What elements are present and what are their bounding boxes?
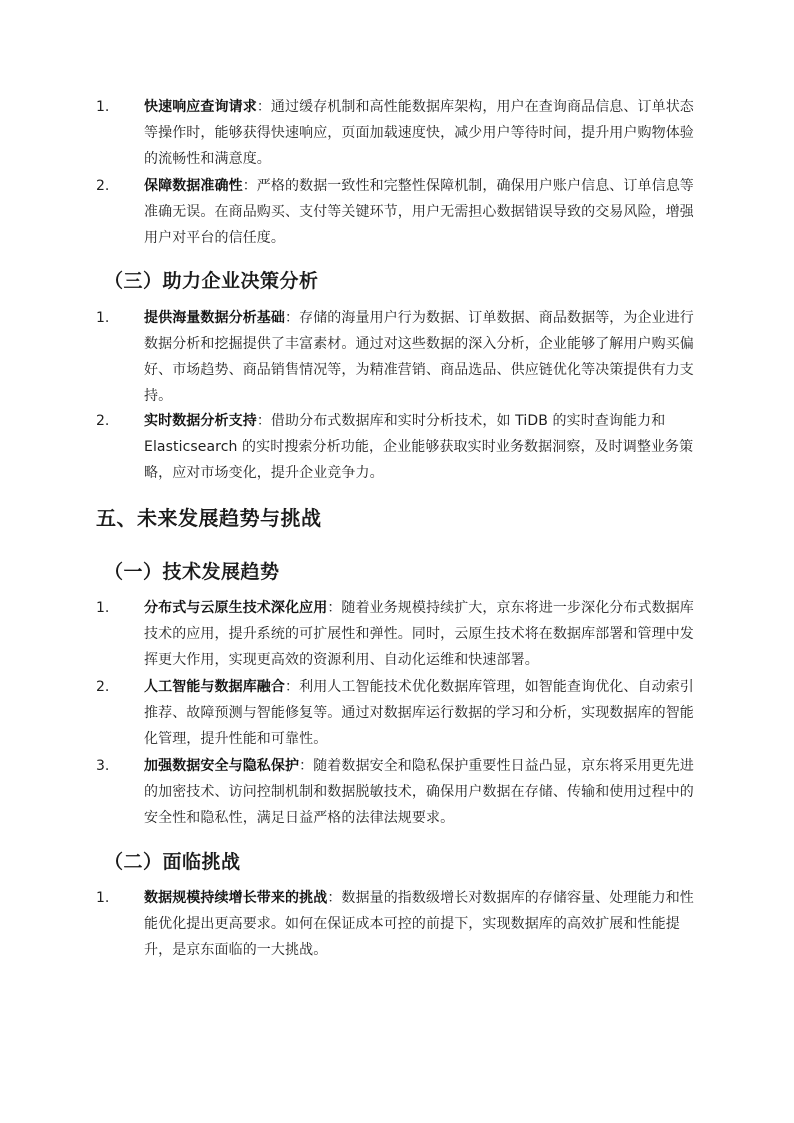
section-heading: （三）助力企业决策分析 <box>104 270 319 292</box>
list-item-body <box>144 674 704 752</box>
list-item-text: ：存储的海量用户行为数据、订单数据、商品数据等，为企业进行数据分析和挖掘提供了丰富素材。通过对这些数据的深入分析，企业能够了解用户购买偏好、市场趋势、商品销售情况等，为精准营销、商品选品、供应链优化等决策提供有力支持。 <box>144 310 694 404</box>
list-item-title: 分布式与云原生技术深化应用 <box>144 600 328 616</box>
list-item-text: ：随着业务规模持续扩大，京东将进一步深化分布式数据库技术的应用，提升系统的可扩展性和弹性。同时，云原生技术将在数据库部署和管理中发挥更大作用，实现更高效的资源利用、自动化运维和快速部署。 <box>144 600 694 668</box>
list-number: 2. <box>96 178 110 194</box>
list-item-title: 实时数据分析支持 <box>144 413 257 429</box>
list-item-text: ：随着数据安全和隐私保护重要性日益凸显，京东将采用更先进的加密技术、访问控制机制和数据脱敏技术，确保用户数据在存储、传输和使用过程中的安全性和隐私性，满足日益严格的法律法规要求。 <box>144 758 694 826</box>
list-item-text: ：数据量的指数级增长对数据库的存储容量、处理能力和性能优化提出更高要求。如何在保证成本可控的前提下，实现数据库的高效扩展和性能提升，是京东面临的一大挑战。 <box>144 890 694 958</box>
list-item-title: 加强数据安全与隐私保护 <box>144 758 300 774</box>
list-number: 1. <box>96 310 110 326</box>
section-heading: （二）面临挑战 <box>104 851 241 873</box>
list-item-title: 快速响应查询请求 <box>144 99 257 115</box>
list-item-body <box>144 885 704 963</box>
list-item-title: 保障数据准确性 <box>144 178 243 194</box>
list-item-title: 提供海量数据分析基础 <box>144 310 285 326</box>
list-item-text: ：利用人工智能技术优化数据库管理，如智能查询优化、自动索引推荐、故障预测与智能修复等。通过对数据库运行数据的学习和分析，实现数据库的智能化管理，提升性能和可靠性。 <box>144 679 694 747</box>
list-item-body <box>144 305 704 409</box>
list-number: 2. <box>96 679 110 695</box>
list-item-body <box>144 94 704 172</box>
list-number: 2. <box>96 413 110 429</box>
list-item-title: 数据规模持续增长带来的挑战 <box>144 890 328 906</box>
list-item-body <box>144 408 704 486</box>
list-number: 1. <box>96 99 110 115</box>
list-item-body <box>144 173 704 251</box>
list-item-text: ：借助分布式数据库和实时分析技术，如 TiDB 的实时查询能力和 Elasticsearch 的实时搜索分析功能，企业能够获取实时业务数据洞察，及时调整业务策略，应对市场变化，提升企业竞争力。 <box>144 413 694 481</box>
list-item-text: ：通过缓存机制和高性能数据库架构，用户在查询商品信息、订单状态等操作时，能够获得快速响应，页面加载速度快，减少用户等待时间，提升用户购物体验的流畅性和满意度。 <box>144 99 694 167</box>
list-number: 1. <box>96 600 110 616</box>
list-item-title: 人工智能与数据库融合 <box>144 679 285 695</box>
list-item-body <box>144 753 704 831</box>
list-item-body <box>144 595 704 673</box>
list-number: 1. <box>96 890 110 906</box>
chapter-heading: 五、未来发展趋势与挑战 <box>96 506 322 530</box>
list-item-text: ：严格的数据一致性和完整性保障机制，确保用户账户信息、订单信息等准确无误。在商品购买、支付等关键环节，用户无需担心数据错误导致的交易风险，增强用户对平台的信任度。 <box>144 178 694 246</box>
section-heading: （一）技术发展趋势 <box>104 561 280 583</box>
list-number: 3. <box>96 758 110 774</box>
